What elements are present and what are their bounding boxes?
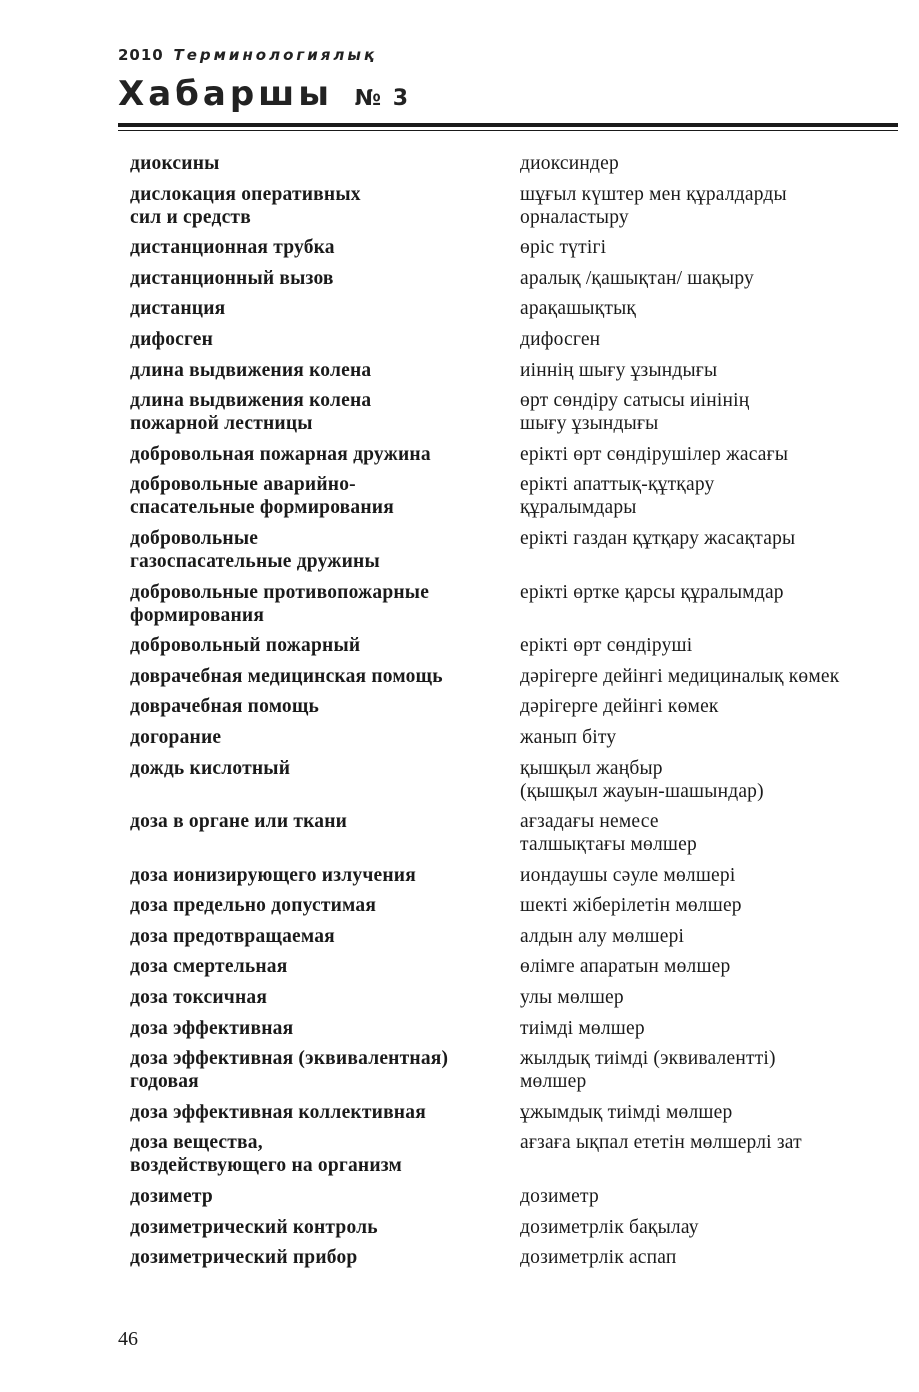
kazakh-term-line: тиімді мөлшер xyxy=(520,1017,645,1039)
russian-term xyxy=(130,267,520,290)
russian-term-line: формирования xyxy=(130,604,265,626)
russian-term xyxy=(130,1185,520,1208)
kazakh-term xyxy=(520,236,900,259)
kazakh-term-line: өрт сөндіру сатысы иінінің xyxy=(520,390,750,412)
kazakh-term-line: ағзаға ықпал ететін мөлшерлі зат xyxy=(520,1132,802,1154)
russian-term-line: дислокация оперативных xyxy=(130,183,361,205)
kazakh-term xyxy=(520,1017,900,1040)
russian-term-line: доза ионизирующего излучения xyxy=(130,864,416,886)
glossary-entry xyxy=(130,1246,900,1269)
kazakh-term-line: ерікті өрт сөндіруші xyxy=(520,635,693,657)
kazakh-term xyxy=(520,986,900,1009)
russian-term-line: сил и средств xyxy=(130,206,251,228)
kazakh-term-line: жанып біту xyxy=(520,726,617,748)
kazakh-term-line: ерікті газдан құтқару жасақтары xyxy=(520,527,796,549)
russian-term-line: доза предотвращаемая xyxy=(130,925,335,947)
kazakh-term-line: ерікті өртке қарсы құралымдар xyxy=(520,581,784,603)
kazakh-term xyxy=(520,1246,900,1269)
russian-term xyxy=(130,297,520,320)
russian-term-line: добровольные противопожарные xyxy=(130,581,430,603)
kazakh-term-line: дәрігерге дейінгі көмек xyxy=(520,696,719,718)
russian-term xyxy=(130,581,520,627)
russian-term-line: доза эффективная xyxy=(130,1017,294,1039)
header-rule-thick xyxy=(118,123,898,127)
kazakh-term xyxy=(520,443,900,466)
russian-term-line: догорание xyxy=(130,726,222,748)
russian-term xyxy=(130,473,520,519)
glossary-entry xyxy=(130,527,900,573)
glossary-entry xyxy=(130,443,900,466)
kazakh-term-line: дозиметр xyxy=(520,1186,599,1208)
russian-term xyxy=(130,389,520,435)
russian-term-line: доза эффективная (эквивалентная) xyxy=(130,1048,449,1070)
glossary-entry xyxy=(130,1185,900,1208)
glossary-entry xyxy=(130,267,900,290)
glossary-entry xyxy=(130,1017,900,1040)
kazakh-term-line: ұжымдық тиімді мөлшер xyxy=(520,1101,733,1123)
glossary-entry xyxy=(130,473,900,519)
russian-term xyxy=(130,1017,520,1040)
russian-term-line: доза эффективная коллективная xyxy=(130,1101,426,1123)
kazakh-term-line: арақашықтық xyxy=(520,298,637,320)
kazakh-term-line: дозиметрлік бақылау xyxy=(520,1216,699,1238)
russian-term-line: дистанция xyxy=(130,298,226,320)
kazakh-term xyxy=(520,328,900,351)
glossary-entry xyxy=(130,359,900,382)
kazakh-term-line: ерікті апаттық-құтқару xyxy=(520,474,715,496)
russian-term xyxy=(130,810,520,856)
russian-term-line: диоксины xyxy=(130,153,220,174)
glossary-entry xyxy=(130,236,900,259)
kazakh-term xyxy=(520,473,900,519)
header-rule-thin xyxy=(118,130,898,131)
russian-term-line: доврачебная медицинская помощь xyxy=(130,665,443,687)
kazakh-term-line: ерікті өрт сөндірушілер жасағы xyxy=(520,443,789,465)
russian-term-line: доза смертельная xyxy=(130,956,288,978)
kazakh-term-line: қышқыл жаңбыр xyxy=(520,757,663,779)
kazakh-term xyxy=(520,389,900,435)
glossary-entry xyxy=(130,152,900,175)
kazakh-term xyxy=(520,1216,900,1239)
russian-term-line: пожарной лестницы xyxy=(130,413,313,435)
glossary-entry xyxy=(130,925,900,948)
russian-term-line: доза предельно допустимая xyxy=(130,895,377,917)
kazakh-term xyxy=(520,1131,900,1177)
kazakh-term-line: құралымдары xyxy=(520,497,637,519)
glossary-entry xyxy=(130,757,900,803)
kazakh-term xyxy=(520,864,900,887)
russian-term xyxy=(130,864,520,887)
kazakh-term-line: (қышқыл жауын-шашындар) xyxy=(520,780,764,802)
kazakh-term xyxy=(520,925,900,948)
glossary-entry xyxy=(130,894,900,917)
glossary-entry xyxy=(130,695,900,718)
russian-term xyxy=(130,665,520,688)
russian-term xyxy=(130,1216,520,1239)
glossary-entry xyxy=(130,1101,900,1124)
kazakh-term xyxy=(520,359,900,382)
russian-term xyxy=(130,986,520,1009)
russian-term-line: добровольные аварийно- xyxy=(130,474,356,496)
russian-term xyxy=(130,443,520,466)
journal-issue: № 3 xyxy=(354,86,411,111)
glossary-entry xyxy=(130,1131,900,1177)
russian-term xyxy=(130,634,520,657)
kazakh-term-line: дәрігерге дейінгі медициналық көмек xyxy=(520,665,840,687)
glossary-entry xyxy=(130,328,900,351)
russian-term xyxy=(130,726,520,749)
kazakh-term-line: жылдық тиімді (эквивалентті) xyxy=(520,1048,776,1070)
russian-term xyxy=(130,359,520,382)
kazakh-term-line: дозиметрлік аспап xyxy=(520,1247,677,1269)
russian-term-line: дистанционная трубка xyxy=(130,237,335,259)
russian-term-line: добровольные xyxy=(130,527,259,549)
kazakh-term xyxy=(520,1185,900,1208)
russian-term-line: спасательные формирования xyxy=(130,497,394,519)
russian-term xyxy=(130,695,520,718)
russian-term-line: доза вещества, xyxy=(130,1132,263,1154)
russian-term-line: дифосген xyxy=(130,328,214,350)
russian-term xyxy=(130,183,520,229)
glossary-entry xyxy=(130,183,900,229)
kazakh-term xyxy=(520,810,900,856)
russian-term-line: длина выдвижения колена xyxy=(130,359,372,381)
russian-term xyxy=(130,1047,520,1093)
glossary-entry xyxy=(130,1216,900,1239)
russian-term-line: дистанционный вызов xyxy=(130,267,334,289)
kazakh-term xyxy=(520,152,900,175)
journal-title-line1: Терминологиялық xyxy=(173,46,378,64)
russian-term-line: добровольный пожарный xyxy=(130,635,361,657)
kazakh-term xyxy=(520,726,900,749)
russian-term-line: длина выдвижения колена xyxy=(130,390,372,412)
glossary-entry xyxy=(130,726,900,749)
kazakh-term xyxy=(520,634,900,657)
kazakh-term-line: аралық /қашықтан/ шақыру xyxy=(520,267,754,289)
kazakh-term xyxy=(520,183,900,229)
russian-term-line: газоспасательные дружины xyxy=(130,550,380,572)
kazakh-term-line: орналастыру xyxy=(520,206,629,228)
kazakh-term xyxy=(520,581,900,627)
kazakh-term xyxy=(520,1047,900,1093)
russian-term xyxy=(130,1101,520,1124)
russian-term xyxy=(130,955,520,978)
glossary-entry xyxy=(130,389,900,435)
glossary-entry xyxy=(130,1047,900,1093)
russian-term xyxy=(130,236,520,259)
kazakh-term xyxy=(520,695,900,718)
russian-term xyxy=(130,152,520,175)
page-number: 46 xyxy=(118,1328,138,1350)
russian-term-line: воздействующего на организм xyxy=(130,1155,403,1177)
journal-title-line2: Хабаршы xyxy=(118,74,334,114)
russian-term xyxy=(130,1131,520,1177)
kazakh-term-line: диоксиндер xyxy=(520,153,619,174)
glossary-entry xyxy=(130,810,900,856)
russian-term-line: доврачебная помощь xyxy=(130,696,320,718)
kazakh-term xyxy=(520,757,900,803)
kazakh-term xyxy=(520,894,900,917)
glossary-entry xyxy=(130,634,900,657)
glossary-entry xyxy=(130,581,900,627)
journal-header-line1 xyxy=(118,46,377,64)
russian-term-line: доза в органе или ткани xyxy=(130,811,348,833)
russian-term xyxy=(130,757,520,803)
glossary-entry xyxy=(130,297,900,320)
russian-term-line: дозиметр xyxy=(130,1186,213,1208)
russian-term xyxy=(130,1246,520,1269)
kazakh-term xyxy=(520,665,900,688)
kazakh-term-line: алдын алу мөлшері xyxy=(520,925,685,947)
kazakh-term-line: иіннің шығу ұзындығы xyxy=(520,359,718,381)
kazakh-term-line: мөлшер xyxy=(520,1071,587,1093)
russian-term-line: дозиметрический контроль xyxy=(130,1216,378,1238)
russian-term-line: дождь кислотный xyxy=(130,757,291,779)
russian-term-line: дозиметрический прибор xyxy=(130,1247,358,1269)
russian-term xyxy=(130,328,520,351)
journal-year: 2010 xyxy=(118,46,164,64)
glossary-entry xyxy=(130,864,900,887)
russian-term xyxy=(130,527,520,573)
kazakh-term-line: өріс түтігі xyxy=(520,237,607,259)
glossary-entry xyxy=(130,665,900,688)
journal-header-line2 xyxy=(118,74,410,114)
kazakh-term-line: улы мөлшер xyxy=(520,987,624,1009)
kazakh-term xyxy=(520,267,900,290)
kazakh-term xyxy=(520,955,900,978)
kazakh-term xyxy=(520,527,900,573)
russian-term-line: добровольная пожарная дружина xyxy=(130,443,431,465)
glossary-entry xyxy=(130,955,900,978)
kazakh-term-line: иондаушы сәуле мөлшері xyxy=(520,864,736,886)
kazakh-term-line: шығу ұзындығы xyxy=(520,413,659,435)
russian-term-line: годовая xyxy=(130,1071,199,1093)
russian-term xyxy=(130,925,520,948)
kazakh-term-line: өлімге апаратын мөлшер xyxy=(520,956,731,978)
kazakh-term-line: шекті жіберілетін мөлшер xyxy=(520,895,742,917)
glossary-entry xyxy=(130,986,900,1009)
russian-term xyxy=(130,894,520,917)
kazakh-term-line: дифосген xyxy=(520,328,601,350)
kazakh-term xyxy=(520,1101,900,1124)
kazakh-term-line: шұғыл күштер мен құралдарды xyxy=(520,183,787,205)
kazakh-term-line: ағзадағы немесе xyxy=(520,811,659,833)
russian-term-line: доза токсичная xyxy=(130,987,268,1009)
glossary-entries xyxy=(130,152,900,1277)
kazakh-term-line: талшықтағы мөлшер xyxy=(520,834,697,856)
kazakh-term xyxy=(520,297,900,320)
